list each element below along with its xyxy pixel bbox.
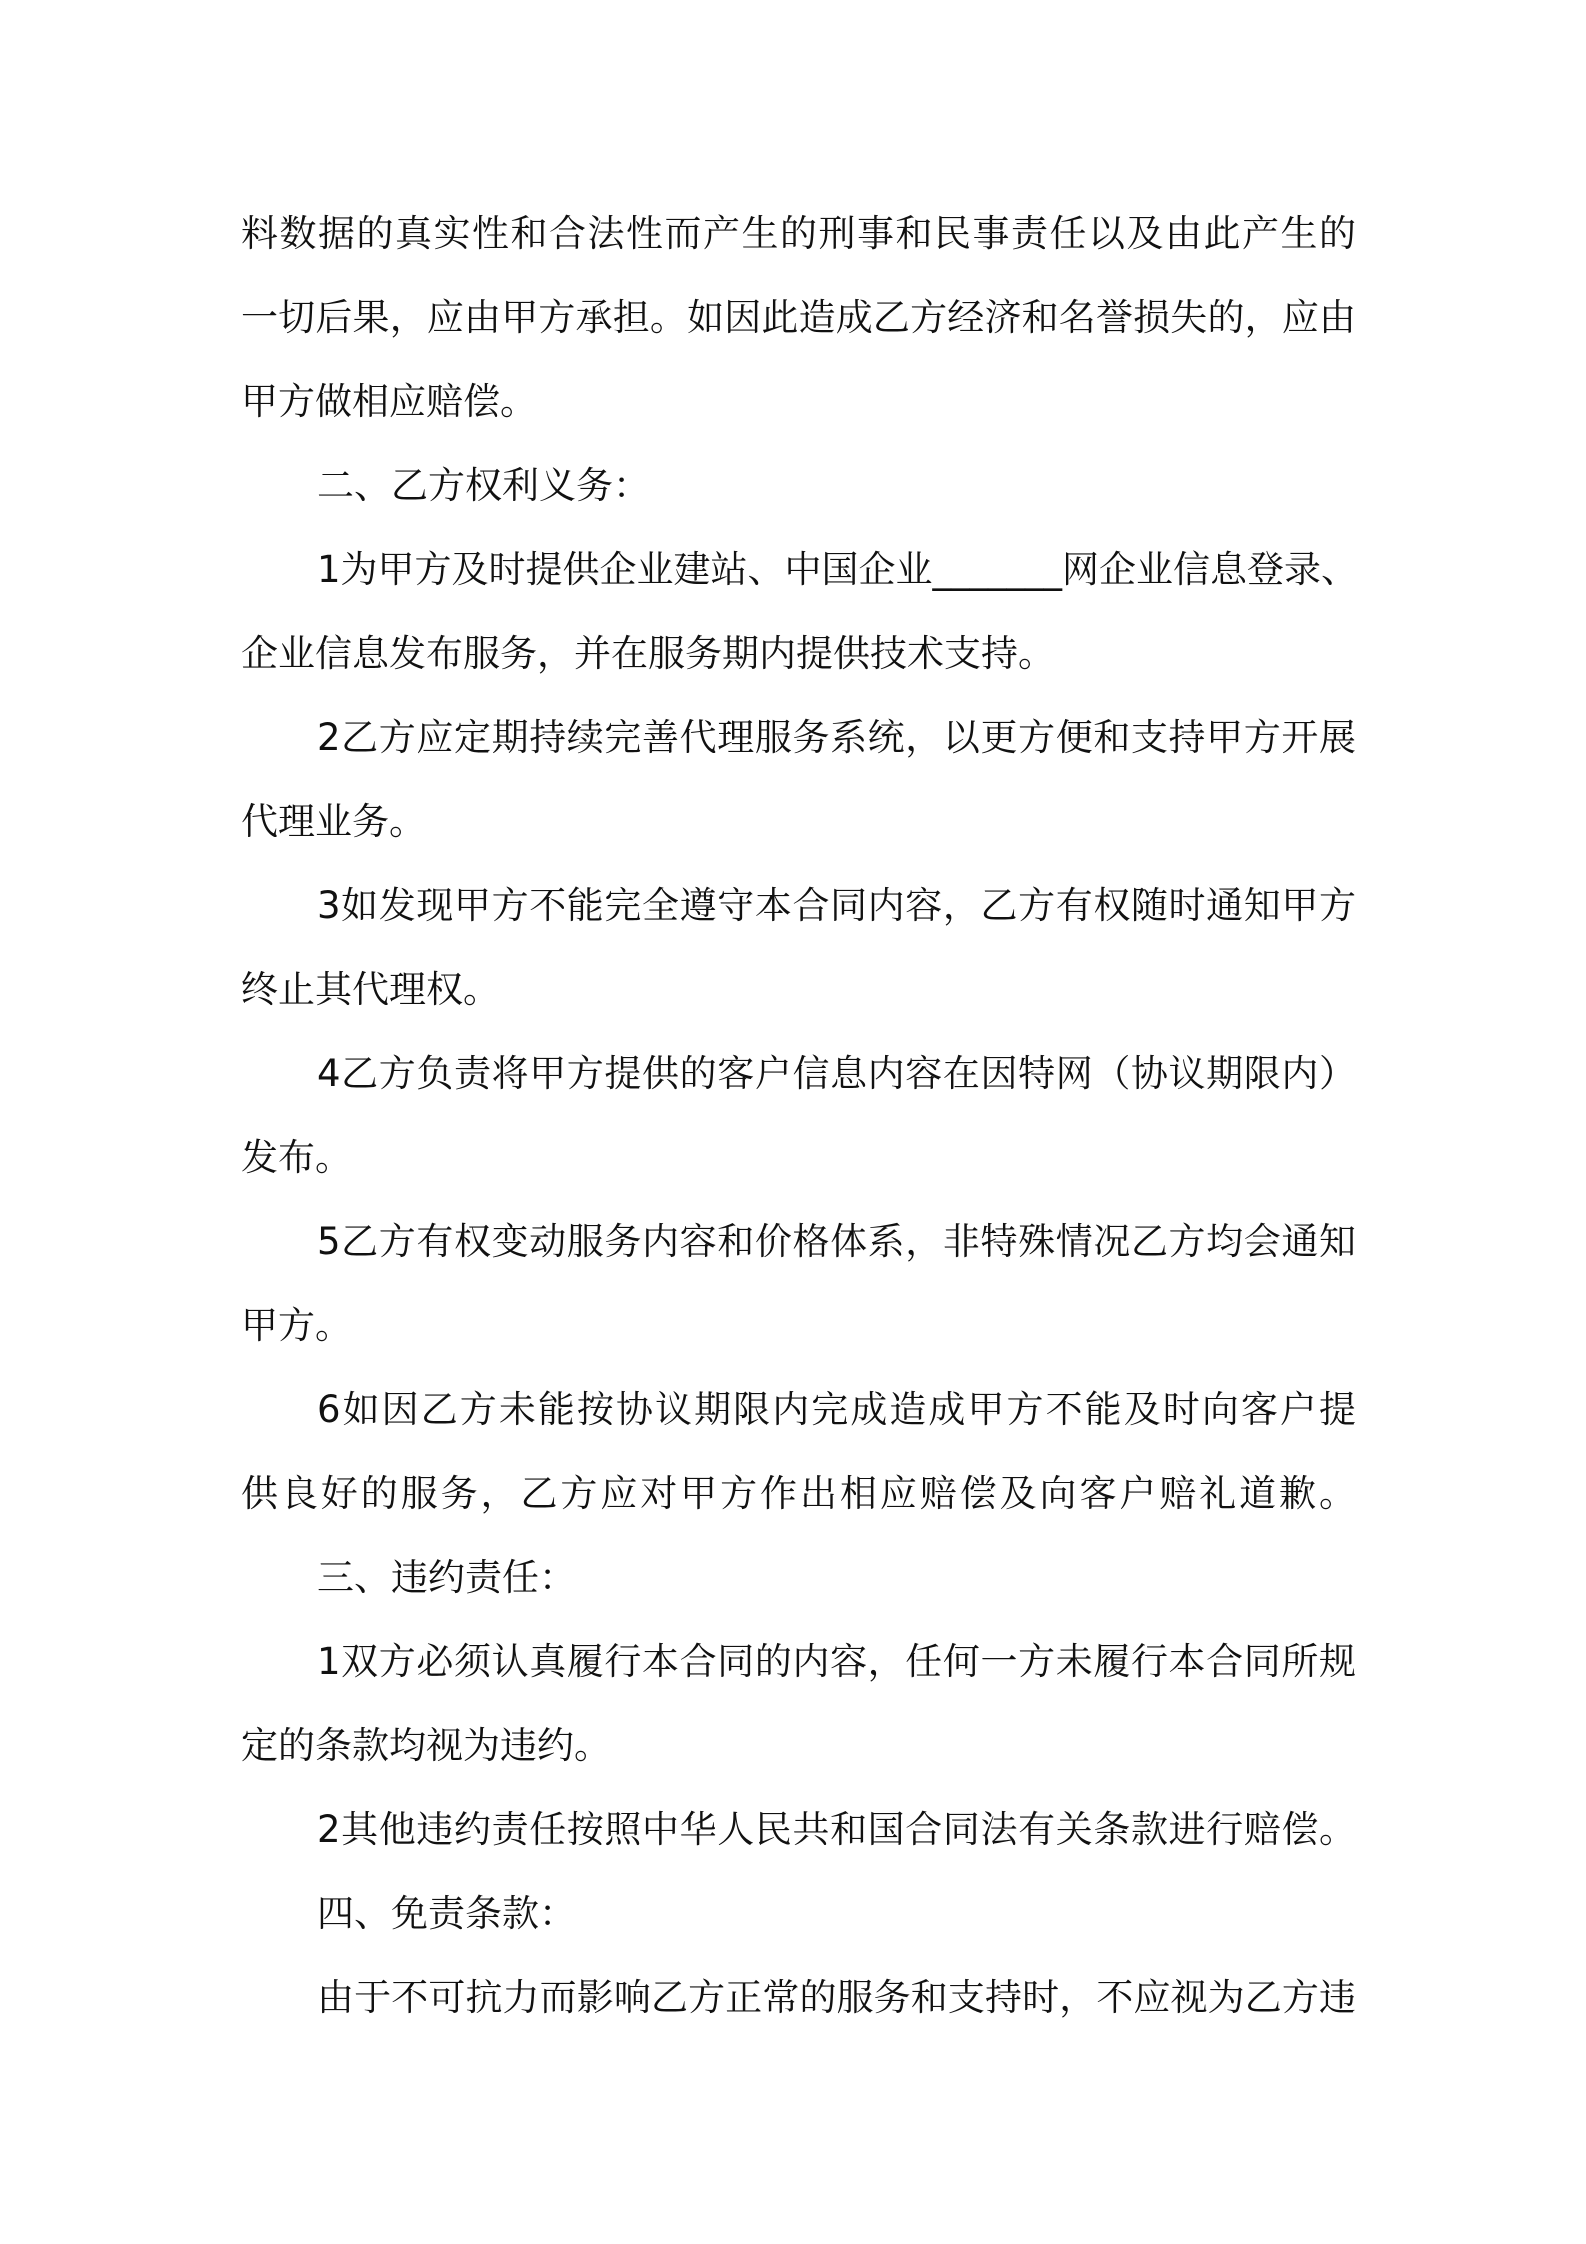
clause-line: 5乙方有权变动服务内容和价格体系，非特殊情况乙方均会通知 bbox=[317, 1220, 1356, 1263]
clause-line: 代理业务。 bbox=[241, 800, 426, 843]
clause-line: 由于不可抗力而影响乙方正常的服务和支持时，不应视为乙方违 bbox=[317, 1976, 1356, 2019]
clause-line: 发布。 bbox=[241, 1136, 352, 1179]
body-line: 料数据的真实性和合法性而产生的刑事和民事责任以及由此产生的 bbox=[241, 212, 1356, 255]
clause-line: 2乙方应定期持续完善代理服务系统，以更方便和支持甲方开展 bbox=[317, 716, 1356, 759]
clause-line: 4乙方负责将甲方提供的客户信息内容在因特网（协议期限内） bbox=[317, 1052, 1356, 1095]
section-heading-party-b-rights: 二、乙方权利义务： bbox=[317, 464, 650, 507]
clause-line: 终止其代理权。 bbox=[241, 968, 500, 1011]
contract-body bbox=[241, 192, 1359, 2040]
clause-line: 甲方。 bbox=[241, 1304, 352, 1347]
body-line: 甲方做相应赔偿。 bbox=[241, 380, 537, 423]
clause-line: 1为甲方及时提供企业建站、中国企业_______网企业信息登录、 bbox=[317, 548, 1359, 591]
clause-line: 6如因乙方未能按协议期限内完成造成甲方不能及时向客户提 bbox=[317, 1388, 1356, 1431]
clause-line: 1双方必须认真履行本合同的内容，任何一方未履行本合同所规 bbox=[317, 1640, 1356, 1683]
body-line: 一切后果，应由甲方承担。如因此造成乙方经济和名誉损失的，应由 bbox=[241, 296, 1356, 339]
clause-line: 2其他违约责任按照中华人民共和国合同法有关条款进行赔偿。 bbox=[317, 1808, 1356, 1851]
clause-line: 供良好的服务，乙方应对甲方作出相应赔偿及向客户赔礼道歉。 bbox=[241, 1472, 1356, 1515]
section-heading-exemption: 四、免责条款： bbox=[317, 1892, 576, 1935]
clause-line: 3如发现甲方不能完全遵守本合同内容，乙方有权随时通知甲方 bbox=[317, 884, 1356, 927]
clause-line: 定的条款均视为违约。 bbox=[241, 1724, 611, 1767]
clause-line: 企业信息发布服务，并在服务期内提供技术支持。 bbox=[241, 632, 1055, 675]
section-heading-liability: 三、违约责任： bbox=[317, 1556, 576, 1599]
